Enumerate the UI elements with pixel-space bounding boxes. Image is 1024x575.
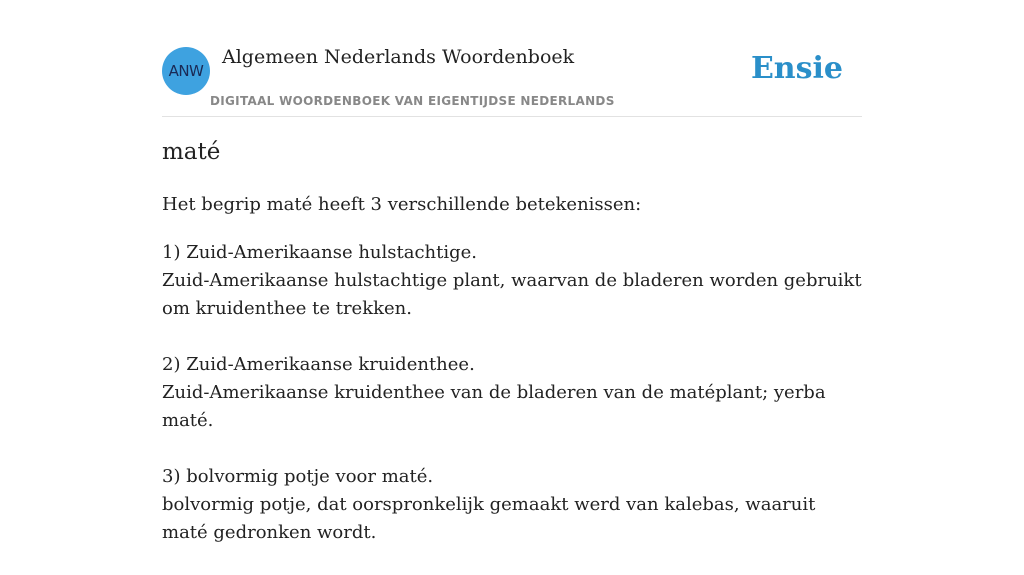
anw-logo[interactable]: ANW — [162, 47, 210, 95]
ensie-brand-link[interactable]: Ensie — [750, 51, 843, 86]
site-title[interactable]: Algemeen Nederlands Woordenboek — [222, 46, 575, 68]
entry-intro: Het begrip maté heeft 3 verschillende betekenissen: — [162, 194, 642, 215]
meaning-definition: bolvormig potje, dat oorspronkelijk gemaakt werd van kalebas, waaruit maté gedronken wordt. — [162, 494, 816, 543]
meaning-item — [162, 239, 862, 323]
meaning-heading: 2) Zuid-Amerikaanse kruidenthee. — [162, 354, 475, 375]
meaning-definition: Zuid-Amerikaanse kruidenthee van de bladeren van de matéplant; yerba maté. — [162, 382, 826, 431]
site-header — [162, 0, 862, 117]
meaning-item — [162, 351, 862, 435]
meaning-heading: 1) Zuid-Amerikaanse hulstachtige. — [162, 242, 478, 263]
page — [162, 0, 862, 543]
meaning-item — [162, 463, 862, 547]
entry-word: maté — [162, 139, 221, 165]
meaning-heading: 3) bolvormig potje voor maté. — [162, 466, 434, 487]
site-subtitle: DIGITAAL WOORDENBOEK VAN EIGENTIJDSE NEDERLANDS — [210, 94, 615, 108]
meanings-list — [162, 239, 862, 575]
meaning-definition: Zuid-Amerikaanse hulstachtige plant, waarvan de bladeren worden gebruikt om kruidenthee te trekken. — [162, 270, 862, 319]
